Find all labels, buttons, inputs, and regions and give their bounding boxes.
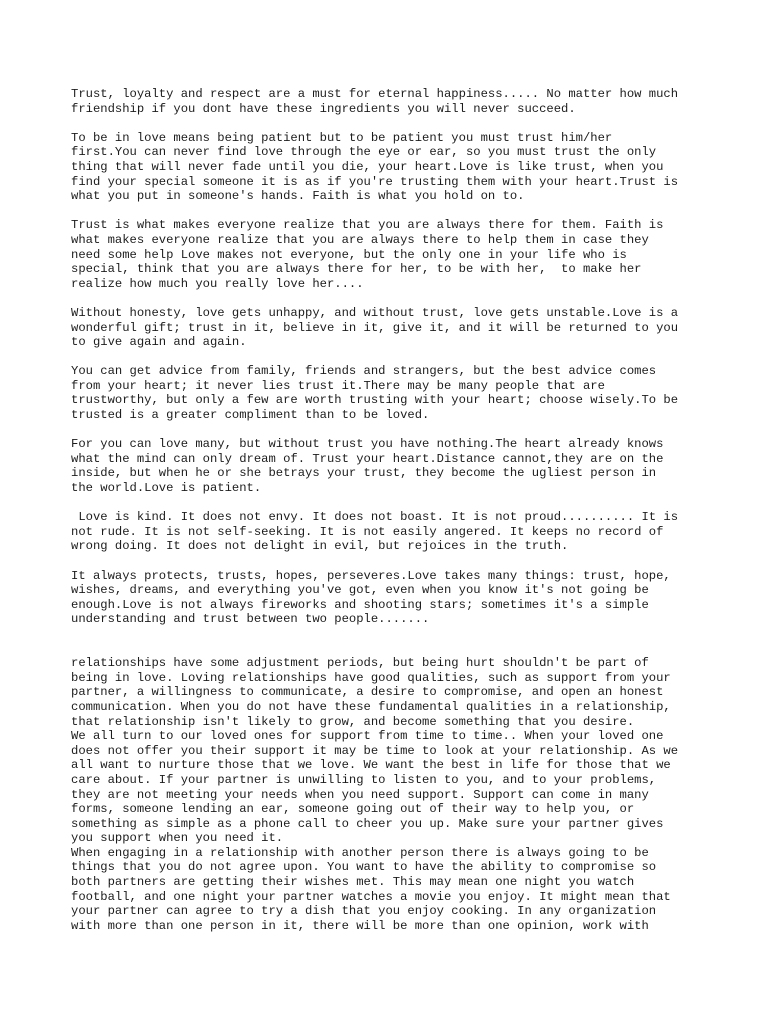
paragraph-love-is-kind: Love is kind. It does not envy. It does not boast. It is not proud.......... It is not rude. It is not self-seeking. It is not easily angered. It keeps no record of wrong doing. It does not delight in evil, but rejoices in the truth. — [71, 510, 679, 554]
paragraph-spacer — [71, 116, 711, 131]
paragraph-spacer — [71, 423, 711, 438]
document-page — [71, 87, 711, 933]
paragraph-love-many: For you can love many, but without trust you have nothing.The heart already knows what the mind can only dream of. Trust your heart.Distance cannot,they are on the inside, but when he or she betrays your trust, they become the ugliest person in the world.Love is patient. — [71, 437, 664, 496]
paragraph-eternal-happiness: Trust, loyalty and respect are a must for eternal happiness..... No matter how much friendship if you dont have these ingredients you will never succeed. — [71, 87, 679, 116]
paragraph-patience-and-trust: To be in love means being patient but to be patient you must trust him/her first.You can never find love through the eye or ear, so you must trust the only thing that will never fade until you die, your heart.Love is like trust, when you find your special someone it is as if you're trusting them with your heart.Trust is what you put in someone's hands. Faith is what you hold on to. — [71, 130, 679, 204]
paragraph-always-protects: It always protects, trusts, hopes, perseveres.Love takes many things: trust, hope, wishes, dreams, and everything you've got, even when you know it's not going be enough.Love is not always fireworks and shooting stars; sometimes it's a simple understanding and trust between two people....... — [71, 568, 671, 627]
paragraph-spacer — [71, 554, 711, 569]
paragraph-spacer — [71, 204, 711, 219]
paragraph-advice: You can get advice from family, friends and strangers, but the best advice comes from your heart; it never lies trust it.There may be many people that are trustworthy, but only a few are worth trusting with your heart; choose wisely.To be trusted is a greater compliment than to be loved. — [71, 364, 679, 423]
paragraph-spacer — [71, 350, 711, 365]
paragraph-honesty: Without honesty, love gets unhappy, and without trust, love gets unstable.Love is a wonderful gift; trust in it, believe in it, give it, and it will be returned to you to give again and again. — [71, 305, 679, 350]
paragraph-relationships: relationships have some adjustment periods, but being hurt shouldn't be part of being in love. Loving relationships have good qualities, such as support from your partner, a willingness to communicate, a desire to compromise, and open an honest communication. When you do not have these fundamental qualities in a relationship, that relationship isn't likely to grow, and become something that you desire. We all turn to our loved ones for support from time to time.. When your loved one does not offer you their support it may be time to look at your relationship. As we all want to nurture those that we love. We want the best in life for those that we care about. If your partner is unwilling to listen to you, and to your problems, they are not meeting your needs when you need support. Support can come in many forms, someone lending an ear, someone going out of their way to help you, or something as simple as a phone call to cheer you up. Make sure your partner gives you support when you need it. When engaging in a relationship with another person there is always going to be things that you do not agree upon. You want to have the ability to compromise so both partners are getting their wishes met. This may mean one night you watch football, and one night your partner watches a movie you enjoy. It might mean that your partner can agree to try a dish that you enjoy cooking. In any organization with more than one person in it, there will be more than one opinion, work with — [71, 656, 679, 933]
paragraph-spacer — [71, 291, 711, 306]
paragraph-always-there: Trust is what makes everyone realize that you are always there for them. Faith is what makes everyone realize that you are always there to help them in case they need some help Love makes not everyone, but the only one in your life who is special, think that you are always there for her, to be with her, to make her realize how much you really love her.... — [71, 218, 664, 291]
paragraph-spacer — [71, 496, 711, 511]
section-spacer — [71, 627, 711, 656]
